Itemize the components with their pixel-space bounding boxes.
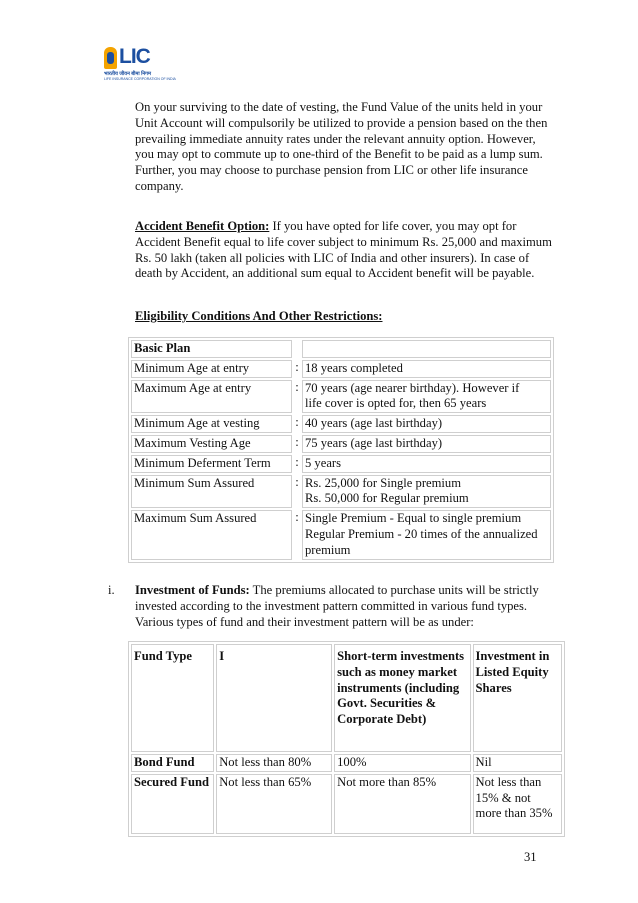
table-cell: Not less than 80% bbox=[216, 754, 332, 772]
table-row bbox=[131, 754, 562, 772]
header-short-term: Short-term investments such as money market instruments (including Govt. Securities & Corporate Debt) bbox=[334, 644, 470, 752]
colon: : bbox=[295, 454, 299, 469]
colon: : bbox=[295, 379, 299, 394]
table-cell: 100% bbox=[334, 754, 470, 772]
logo-text: LIC bbox=[119, 45, 150, 68]
table-row bbox=[131, 774, 562, 834]
table-cell: Not less than 15% & not more than 35% bbox=[473, 774, 562, 834]
table-row bbox=[131, 475, 551, 509]
header-i: I bbox=[216, 644, 332, 752]
colon: : bbox=[295, 434, 299, 449]
colon: : bbox=[295, 415, 299, 430]
header-fund-type: Fund Type bbox=[131, 644, 214, 752]
row-value: 40 years (age last birthday) bbox=[302, 415, 551, 433]
vesting-paragraph: On your surviving to the date of vesting, the Fund Value of the units held in your Unit Account will compulsorily be utilized to provide a pension based on the then prevailing immediate annuity rates under the relevant annuity option. However, you may opt to commute up to one-third of the Benefit to be paid as a lump sum. Further, you may choose to purchase pension from LIC or other life insurance company. bbox=[135, 100, 548, 193]
fund-name: Bond Fund bbox=[131, 754, 214, 772]
table-row bbox=[131, 510, 551, 559]
accident-benefit-paragraph bbox=[135, 219, 555, 282]
table-cell: Not less than 65% bbox=[216, 774, 332, 834]
row-value: Rs. 25,000 for Single premium Rs. 50,000 for Regular premium bbox=[302, 475, 551, 509]
page-number: 31 bbox=[524, 850, 537, 864]
row-label: Minimum Deferment Term bbox=[131, 455, 292, 473]
row-label: Minimum Sum Assured bbox=[131, 475, 292, 509]
colon: : bbox=[295, 359, 299, 374]
accident-benefit-body: If you have opted for life cover, you may opt for Accident Benefit equal to life cover subject to minimum Rs. 25,000 and maximum Rs. 50 lakh (taken all policies with LIC of India and other insurers). In case of death by Accident, an additional sum equal to Accident benefit will be payable. bbox=[135, 219, 552, 281]
header-equity: Investment in Listed Equity Shares bbox=[473, 644, 562, 752]
row-value: Single Premium - Equal to single premium Regular Premium - 20 times of the annualized premium bbox=[302, 510, 551, 559]
table-cell: Not more than 85% bbox=[334, 774, 470, 834]
table-row bbox=[131, 340, 551, 358]
eligibility-header: Basic Plan bbox=[131, 340, 292, 358]
row-label: Minimum Age at entry bbox=[131, 360, 292, 378]
row-label: Maximum Sum Assured bbox=[131, 510, 292, 559]
table-row bbox=[131, 360, 551, 378]
lic-logo bbox=[104, 45, 176, 83]
investment-body: The premiums allocated to purchase units will be strictly invested according to the investment pattern committed in various fund types. Various types of fund and their investment pattern will be as under: bbox=[135, 583, 539, 629]
investment-paragraph bbox=[135, 583, 555, 630]
lic-emblem-icon bbox=[104, 47, 117, 69]
row-value: 18 years completed bbox=[302, 360, 551, 378]
logo-tagline-english: LIFE INSURANCE CORPORATION OF INDIA bbox=[104, 77, 176, 81]
investment-heading: Investment of Funds: bbox=[135, 583, 250, 597]
eligibility-heading: Eligibility Conditions And Other Restrictions: bbox=[135, 309, 383, 323]
table-row bbox=[131, 435, 551, 453]
row-label: Maximum Age at entry bbox=[131, 380, 292, 414]
table-header-row bbox=[131, 644, 562, 752]
table-cell: Nil bbox=[473, 754, 562, 772]
table-row bbox=[131, 380, 551, 414]
fund-name: Secured Fund bbox=[131, 774, 214, 834]
colon: : bbox=[295, 474, 299, 489]
accident-benefit-heading: Accident Benefit Option: bbox=[135, 219, 270, 233]
list-number: i. bbox=[108, 583, 115, 597]
row-value: 5 years bbox=[302, 455, 551, 473]
eligibility-table bbox=[128, 337, 554, 563]
colon: : bbox=[295, 510, 299, 525]
fund-table bbox=[128, 641, 565, 837]
logo-tagline: भारतीय जीवन बीमा निगम bbox=[104, 71, 151, 77]
row-label: Minimum Age at vesting bbox=[131, 415, 292, 433]
table-row bbox=[131, 455, 551, 473]
table-row bbox=[131, 415, 551, 433]
row-value: 70 years (age nearer birthday). However if life cover is opted for, then 65 years bbox=[302, 380, 551, 414]
row-label: Maximum Vesting Age bbox=[131, 435, 292, 453]
row-value: 75 years (age last birthday) bbox=[302, 435, 551, 453]
